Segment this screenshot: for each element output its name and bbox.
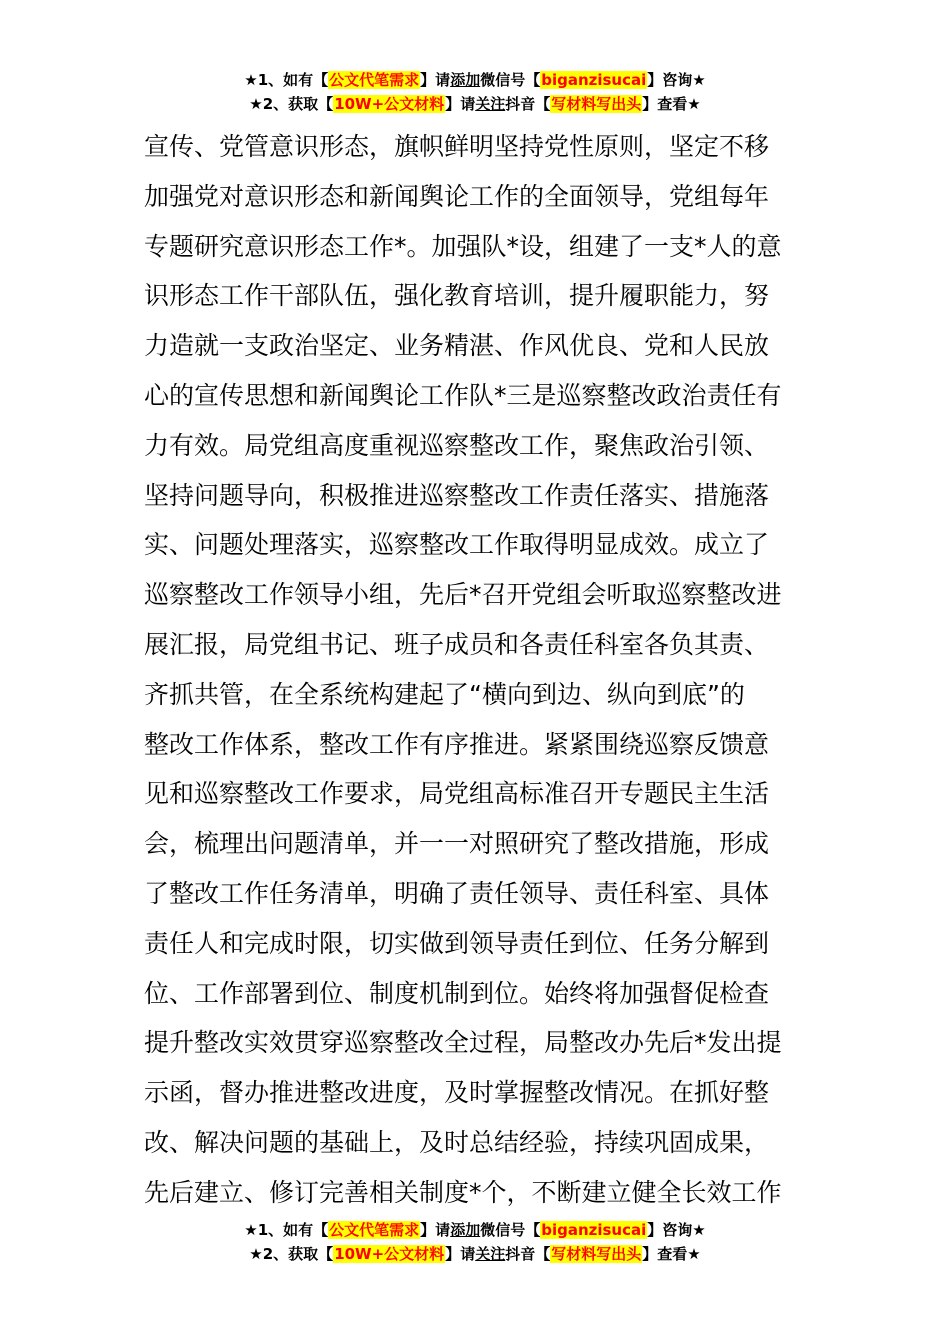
body-line: 改、解决问题的基础上，及时总结经验，持续巩固成果， — [144, 1127, 770, 1157]
top-promo-banner — [0, 68, 950, 116]
body-line: 专题研究意识形态工作*。加强队*设，组建了一支*人的意 — [144, 231, 782, 261]
body-line: 会，梳理出问题清单，并一一对照研究了整改措施，形成 — [144, 829, 770, 859]
body-line: 提升整改实效贯穿巡察整改全过程，局整改办先后*发出提 — [144, 1028, 782, 1058]
promo-line-2 — [0, 1242, 950, 1266]
promo-line2-highlight-2: 写材料写出头 — [551, 95, 642, 113]
body-line: 了整改工作任务清单，明确了责任领导、责任科室、具体 — [144, 878, 770, 908]
promo-line1-suffix: 】咨询★ — [647, 1221, 706, 1239]
body-line: 识形态工作干部队伍，强化教育培训，提升履职能力，努 — [144, 281, 770, 311]
promo-line-2 — [0, 92, 950, 116]
promo-line2-mid-2: 抖音【 — [505, 1245, 551, 1263]
body-line: 力造就一支政治坚定、业务精湛、作风优良、党和人民放 — [144, 331, 770, 361]
body-line: 宣传、党管意识形态，旗帜鲜明坚持党性原则，坚定不移 — [144, 132, 770, 161]
body-line: 整改工作体系，整改工作有序推进。紧紧围绕巡察反馈意 — [144, 729, 770, 759]
promo-line1-highlight-2: biganzisucai — [541, 71, 647, 89]
promo-line1-mid-2: 微信号【 — [480, 71, 541, 89]
promo-line2-mid-1: 】请 — [445, 95, 476, 113]
promo-line1-mid-1: 】请 — [420, 71, 451, 89]
promo-line2-prefix: ★2、获取【 — [249, 1245, 334, 1263]
promo-line1-mid-2: 微信号【 — [480, 1221, 541, 1239]
body-line: 责任人和完成时限，切实做到领导责任到位、任务分解到 — [144, 928, 770, 958]
promo-line2-suffix: 】查看★ — [642, 1245, 701, 1263]
body-line: 示函，督办推进整改进度，及时掌握整改情况。在抓好整 — [144, 1078, 770, 1108]
promo-line1-suffix: 】咨询★ — [647, 71, 706, 89]
body-line: 实、问题处理落实，巡察整改工作取得明显成效。成立了 — [144, 530, 770, 560]
promo-line1-underlined: 添加 — [450, 1221, 481, 1239]
promo-line1-mid-1: 】请 — [420, 1221, 451, 1239]
promo-line-1 — [0, 68, 950, 92]
body-line: 位、工作部署到位、制度机制到位。始终将加强督促检查 — [144, 978, 770, 1008]
document-body — [144, 122, 809, 1218]
body-line: 力有效。局党组高度重视巡察整改工作，聚焦政治引领、 — [144, 430, 770, 460]
promo-line2-mid-1: 】请 — [445, 1245, 476, 1263]
promo-line1-underlined: 添加 — [450, 71, 481, 89]
promo-line1-highlight-2: biganzisucai — [541, 1221, 647, 1239]
promo-line2-highlight-1: 10W+公文材料 — [334, 1245, 445, 1263]
promo-line2-underlined: 关注 — [475, 1245, 506, 1263]
promo-line2-prefix: ★2、获取【 — [249, 95, 334, 113]
promo-line1-highlight-1: 公文代笔需求 — [329, 1221, 420, 1239]
body-line: 先后建立、修订完善相关制度*个，不断建立健全长效工作 — [144, 1177, 782, 1207]
body-line: 见和巡察整改工作要求，局党组高标准召开专题民主生活 — [144, 779, 770, 809]
body-line: 加强党对意识形态和新闻舆论工作的全面领导，党组每年 — [144, 181, 770, 211]
body-line: 坚持问题导向，积极推进巡察整改工作责任落实、措施落 — [144, 480, 770, 510]
body-line: 心的宣传思想和新闻舆论工作队*三是巡察整改政治责任有 — [144, 380, 782, 410]
bottom-promo-banner — [0, 1218, 950, 1266]
promo-line2-highlight-2: 写材料写出头 — [551, 1245, 642, 1263]
promo-line2-highlight-1: 10W+公文材料 — [334, 95, 445, 113]
body-line: 展汇报，局党组书记、班子成员和各责任科室各负其责、 — [144, 629, 770, 659]
promo-line2-mid-2: 抖音【 — [505, 95, 551, 113]
promo-line2-suffix: 】查看★ — [642, 95, 701, 113]
body-line: 齐抓共管，在全系统构建起了“横向到边、纵向到底”的 — [144, 679, 745, 709]
promo-line-1 — [0, 1218, 950, 1242]
promo-line1-prefix: ★1、如有【 — [244, 71, 329, 89]
body-line: 巡察整改工作领导小组，先后*召开党组会听取巡察整改进 — [144, 580, 782, 610]
promo-line1-prefix: ★1、如有【 — [244, 1221, 329, 1239]
promo-line1-highlight-1: 公文代笔需求 — [329, 71, 420, 89]
promo-line2-underlined: 关注 — [475, 95, 506, 113]
